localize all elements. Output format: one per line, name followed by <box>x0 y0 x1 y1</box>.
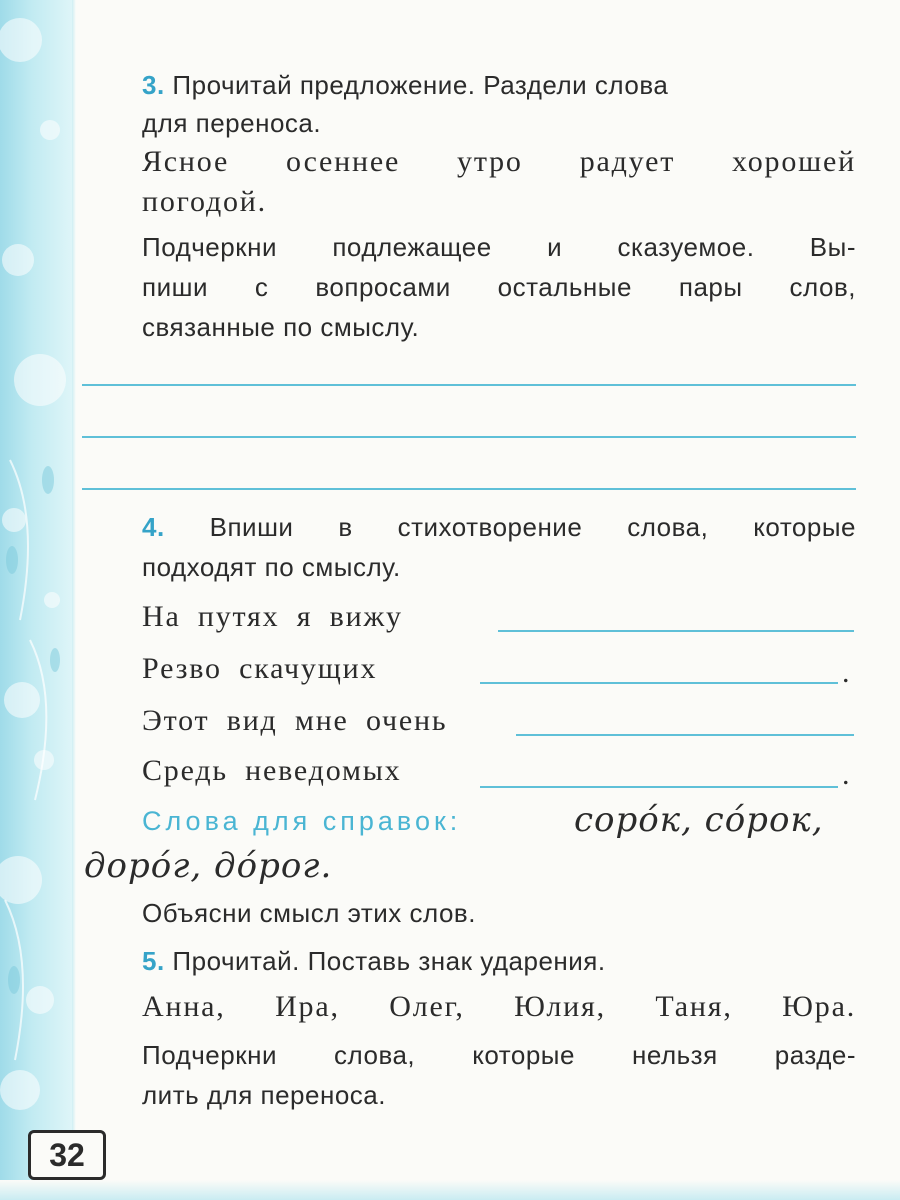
task5-sub-line1: Подчеркни слова, которые нельзя разде- <box>142 1040 856 1070</box>
task4-instruction-line1 <box>142 512 856 543</box>
poem-blank-3[interactable] <box>516 734 854 736</box>
poem-line-4: Средь неведомых <box>142 754 402 787</box>
poem-line-3: Этот вид мне очень <box>142 704 448 737</box>
decorative-margin <box>0 0 72 1200</box>
answer-line-1[interactable] <box>82 384 856 386</box>
page-number: 32 <box>28 1130 106 1180</box>
answer-line-2[interactable] <box>82 436 856 438</box>
poem-period-4: . <box>842 758 850 791</box>
hint-label: Слова для справок: <box>142 806 462 836</box>
task3-instruction-text: Прочитай предложение. Раздели слова <box>172 70 669 100</box>
poem-period-2: . <box>842 656 850 689</box>
task5-sub-line2: лить для переноса. <box>142 1080 386 1110</box>
task3-number: 3. <box>142 70 165 100</box>
poem-line-1: На путях я вижу <box>142 600 403 633</box>
task3-sub-line3: связанные по смыслу. <box>142 312 420 342</box>
hint-words-line1: соро́к, со́рок, <box>574 800 824 840</box>
task5-instruction-text: Прочитай. Поставь знак ударения. <box>172 946 606 976</box>
task4-instruction-text: Впиши в стихотворение слова, которые <box>209 512 857 542</box>
task3-instruction-line1 <box>142 70 856 101</box>
flower-decoration-icon <box>0 0 72 1200</box>
task4-explain: Объясни смысл этих слов. <box>142 898 476 928</box>
task3-instruction-line2: для переноса. <box>142 108 322 138</box>
task4-number: 4. <box>142 512 165 542</box>
task5-number: 5. <box>142 946 165 976</box>
bottom-band <box>0 1180 900 1200</box>
hint-words-line2: доро́г, до́рог. <box>84 846 333 886</box>
answer-line-3[interactable] <box>82 488 856 490</box>
task3-sub-line1: Подчеркни подлежащее и сказуемое. Вы- <box>142 232 856 262</box>
poem-blank-4[interactable] <box>480 786 838 788</box>
poem-line-2: Резво скачущих <box>142 652 378 685</box>
poem-blank-2[interactable] <box>480 682 838 684</box>
poem-blank-1[interactable] <box>498 630 854 632</box>
task5-names: Анна, Ира, Олег, Юлия, Таня, Юра. <box>142 990 856 1023</box>
task4-instruction-line2: подходят по смыслу. <box>142 552 401 582</box>
task3-sentence-line2: погодой. <box>142 185 267 218</box>
task3-sentence-line1: Ясное осеннее утро радует хорошей <box>142 145 856 178</box>
task5-instruction <box>142 946 606 977</box>
task3-sub-line2: пиши с вопросами остальные пары слов, <box>142 272 856 302</box>
margin-edge <box>72 0 76 1200</box>
